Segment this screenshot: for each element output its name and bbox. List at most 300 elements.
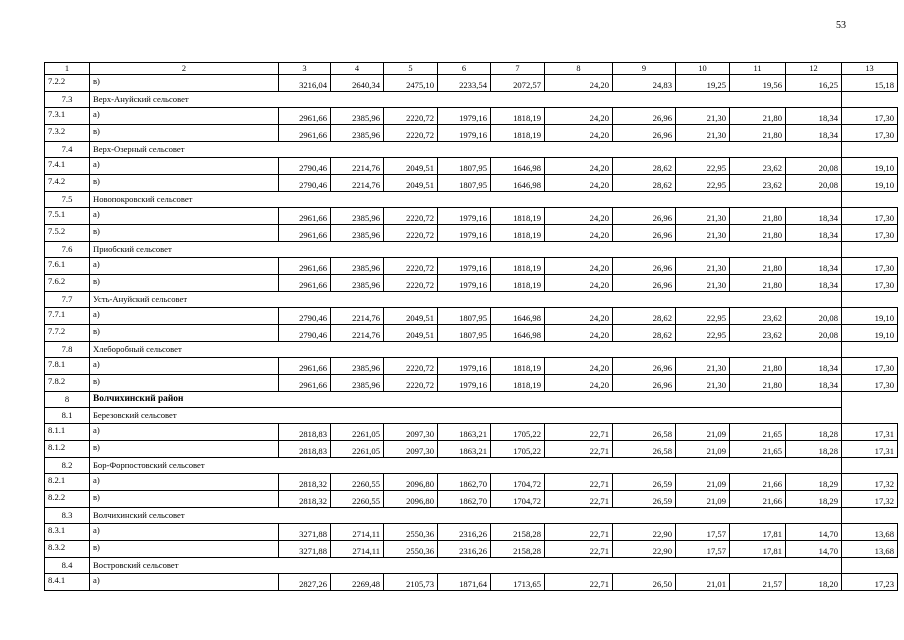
value-cell: 20,08: [786, 308, 842, 325]
value-cell: 22,90: [613, 541, 676, 558]
settlement-heading-row: [45, 92, 898, 108]
value-cell: 17,31: [842, 441, 898, 458]
value-cell: 26,96: [613, 358, 676, 375]
value-cell: 18,28: [786, 441, 842, 458]
row-code: 7.4.2: [45, 175, 90, 192]
value-cell: 28,62: [613, 308, 676, 325]
value-cell: 2790,46: [279, 175, 331, 192]
table-row: [45, 75, 898, 92]
value-cell: 21,65: [730, 424, 786, 441]
table-row: [45, 125, 898, 142]
column-number-cell: 13: [842, 63, 898, 75]
value-cell: 2269,48: [331, 574, 384, 591]
value-cell: 1979,16: [438, 358, 491, 375]
row-code: 7.8: [45, 342, 90, 358]
value-cell: 2220,72: [384, 108, 438, 125]
value-cell: 19,10: [842, 158, 898, 175]
settlement-name: Новопокровский сельсовет: [90, 192, 842, 208]
settlement-name: Хлеборобный сельсовет: [90, 342, 842, 358]
value-cell: 21,80: [730, 275, 786, 292]
row-variant: в): [90, 225, 279, 242]
value-cell: 24,20: [545, 158, 613, 175]
value-cell: 2214,76: [331, 175, 384, 192]
settlement-name: Верх-Озерный сельсовет: [90, 142, 842, 158]
row-code: 7.5.2: [45, 225, 90, 242]
row-code: 8.2: [45, 458, 90, 474]
column-number-cell: 5: [384, 63, 438, 75]
value-cell: 2214,76: [331, 325, 384, 342]
value-cell: 18,20: [786, 574, 842, 591]
row-variant: в): [90, 275, 279, 292]
value-cell: 2220,72: [384, 358, 438, 375]
row-variant: а): [90, 358, 279, 375]
value-cell: 24,20: [545, 358, 613, 375]
value-cell: 2096,80: [384, 474, 438, 491]
table-row: [45, 108, 898, 125]
value-cell: 2961,66: [279, 275, 331, 292]
row-variant: а): [90, 258, 279, 275]
column-number-cell: 10: [676, 63, 730, 75]
row-variant: в): [90, 325, 279, 342]
settlement-name: Приобский сельсовет: [90, 242, 842, 258]
value-cell: 22,71: [545, 441, 613, 458]
value-cell: 26,59: [613, 491, 676, 508]
value-cell: 17,30: [842, 125, 898, 142]
row-variant: в): [90, 125, 279, 142]
row-code: 7.8.2: [45, 375, 90, 392]
value-cell: 20,08: [786, 325, 842, 342]
value-cell: 18,34: [786, 375, 842, 392]
value-cell: 1646,98: [491, 175, 545, 192]
value-cell: 2049,51: [384, 325, 438, 342]
table-row: [45, 424, 898, 441]
row-code: 8.1.2: [45, 441, 90, 458]
row-variant: а): [90, 524, 279, 541]
value-cell: 1807,95: [438, 325, 491, 342]
row-code: 8.3: [45, 508, 90, 524]
row-variant: а): [90, 108, 279, 125]
value-cell: 2049,51: [384, 175, 438, 192]
value-cell: 2260,55: [331, 491, 384, 508]
value-cell: 24,20: [545, 175, 613, 192]
settlement-heading-row: [45, 508, 898, 524]
value-cell: 2261,05: [331, 424, 384, 441]
row-code: 7.3: [45, 92, 90, 108]
row-variant: а): [90, 474, 279, 491]
value-cell: 1818,19: [491, 275, 545, 292]
value-cell: 21,30: [676, 275, 730, 292]
district-name: Волчихинский район: [90, 392, 842, 408]
value-cell: 1862,70: [438, 491, 491, 508]
row-variant: в): [90, 175, 279, 192]
row-code: 8.1: [45, 408, 90, 424]
table-row: [45, 275, 898, 292]
value-cell: 21,65: [730, 441, 786, 458]
value-cell: 20,08: [786, 158, 842, 175]
value-cell: 2097,30: [384, 424, 438, 441]
value-cell: 21,57: [730, 574, 786, 591]
value-cell: 2158,28: [491, 541, 545, 558]
value-cell: 2220,72: [384, 225, 438, 242]
row-code: 8.2.2: [45, 491, 90, 508]
value-cell: 24,20: [545, 275, 613, 292]
value-cell: 19,10: [842, 175, 898, 192]
row-code: 8: [45, 392, 90, 408]
value-cell: 24,83: [613, 75, 676, 92]
value-cell: 26,96: [613, 375, 676, 392]
value-cell: 17,30: [842, 358, 898, 375]
row-code: 8.2.1: [45, 474, 90, 491]
value-cell: 15,18: [842, 75, 898, 92]
value-cell: 21,30: [676, 108, 730, 125]
settlement-heading-row: [45, 342, 898, 358]
value-cell: 17,30: [842, 225, 898, 242]
value-cell: 21,09: [676, 424, 730, 441]
value-cell: 3216,04: [279, 75, 331, 92]
table-row: [45, 208, 898, 225]
value-cell: 23,62: [730, 158, 786, 175]
value-cell: 17,30: [842, 258, 898, 275]
value-cell: 2233,54: [438, 75, 491, 92]
row-code: 8.3.2: [45, 541, 90, 558]
row-variant: в): [90, 75, 279, 92]
value-cell: 2961,66: [279, 375, 331, 392]
value-cell: 24,20: [545, 375, 613, 392]
row-code: 7.5.1: [45, 208, 90, 225]
value-cell: 2818,32: [279, 491, 331, 508]
value-cell: 2790,46: [279, 308, 331, 325]
table-row: [45, 258, 898, 275]
value-cell: 2961,66: [279, 208, 331, 225]
value-cell: 2158,28: [491, 524, 545, 541]
settlement-name: Востровский сельсовет: [90, 558, 842, 574]
value-cell: 17,32: [842, 474, 898, 491]
value-cell: 26,59: [613, 474, 676, 491]
value-cell: 2385,96: [331, 258, 384, 275]
value-cell: 21,30: [676, 208, 730, 225]
row-code: 8.1.1: [45, 424, 90, 441]
value-cell: 18,34: [786, 258, 842, 275]
value-cell: 22,71: [545, 424, 613, 441]
value-cell: 1979,16: [438, 225, 491, 242]
value-cell: 22,95: [676, 175, 730, 192]
row-code: 7.6: [45, 242, 90, 258]
row-code: 7.5: [45, 192, 90, 208]
value-cell: 24,20: [545, 325, 613, 342]
value-cell: 2049,51: [384, 158, 438, 175]
value-cell: 1818,19: [491, 375, 545, 392]
value-cell: 2818,32: [279, 474, 331, 491]
value-cell: 2385,96: [331, 375, 384, 392]
value-cell: 21,09: [676, 441, 730, 458]
value-cell: 22,71: [545, 524, 613, 541]
value-cell: 17,31: [842, 424, 898, 441]
value-cell: 2385,96: [331, 358, 384, 375]
row-variant: в): [90, 541, 279, 558]
value-cell: 1818,19: [491, 258, 545, 275]
value-cell: 1818,19: [491, 358, 545, 375]
value-cell: 1646,98: [491, 308, 545, 325]
value-cell: 1979,16: [438, 275, 491, 292]
value-cell: 1818,19: [491, 225, 545, 242]
value-cell: 2475,10: [384, 75, 438, 92]
value-cell: 24,20: [545, 258, 613, 275]
value-cell: 22,71: [545, 574, 613, 591]
value-cell: 22,95: [676, 158, 730, 175]
settlement-name: Волчихинский сельсовет: [90, 508, 842, 524]
value-cell: 2961,66: [279, 125, 331, 142]
row-variant: в): [90, 375, 279, 392]
value-cell: 2220,72: [384, 258, 438, 275]
value-cell: 2714,11: [331, 524, 384, 541]
row-code: 8.3.1: [45, 524, 90, 541]
value-cell: 19,25: [676, 75, 730, 92]
value-cell: 24,20: [545, 208, 613, 225]
value-cell: 17,57: [676, 524, 730, 541]
value-cell: 2049,51: [384, 308, 438, 325]
value-cell: 2550,36: [384, 541, 438, 558]
settlement-heading-row: [45, 458, 898, 474]
value-cell: 17,81: [730, 541, 786, 558]
district-heading-row: [45, 392, 898, 408]
value-cell: 1863,21: [438, 424, 491, 441]
settlement-heading-row: [45, 292, 898, 308]
value-cell: 1863,21: [438, 441, 491, 458]
value-cell: 13,68: [842, 541, 898, 558]
column-number-cell: 7: [491, 63, 545, 75]
value-cell: 2827,26: [279, 574, 331, 591]
row-code: 8.4: [45, 558, 90, 574]
value-cell: 26,58: [613, 424, 676, 441]
column-number-cell: 11: [730, 63, 786, 75]
value-cell: 21,01: [676, 574, 730, 591]
table-row: [45, 358, 898, 375]
table-row: [45, 524, 898, 541]
row-code: 7.7.2: [45, 325, 90, 342]
row-code: 7.7.1: [45, 308, 90, 325]
value-cell: 21,66: [730, 474, 786, 491]
value-cell: 24,20: [545, 108, 613, 125]
value-cell: 2550,36: [384, 524, 438, 541]
value-cell: 18,34: [786, 225, 842, 242]
column-number-cell: 2: [90, 63, 279, 75]
table-body: [45, 63, 898, 591]
tariff-table: [44, 62, 898, 591]
value-cell: 1705,22: [491, 441, 545, 458]
value-cell: 2260,55: [331, 474, 384, 491]
value-cell: 21,09: [676, 491, 730, 508]
value-cell: 21,80: [730, 108, 786, 125]
value-cell: 13,68: [842, 524, 898, 541]
settlement-heading-row: [45, 558, 898, 574]
value-cell: 18,28: [786, 424, 842, 441]
settlement-name: Бор-Форпостовский сельсовет: [90, 458, 842, 474]
value-cell: 17,30: [842, 375, 898, 392]
value-cell: 2220,72: [384, 208, 438, 225]
row-code: 7.4.1: [45, 158, 90, 175]
value-cell: 2072,57: [491, 75, 545, 92]
value-cell: 3271,88: [279, 541, 331, 558]
value-cell: 2961,66: [279, 258, 331, 275]
value-cell: 24,20: [545, 75, 613, 92]
value-cell: 26,96: [613, 225, 676, 242]
value-cell: 2961,66: [279, 225, 331, 242]
value-cell: 17,30: [842, 275, 898, 292]
value-cell: 24,20: [545, 225, 613, 242]
value-cell: 17,32: [842, 491, 898, 508]
value-cell: 1871,64: [438, 574, 491, 591]
value-cell: 26,96: [613, 208, 676, 225]
row-code: 7.7: [45, 292, 90, 308]
value-cell: 19,56: [730, 75, 786, 92]
table-row: [45, 441, 898, 458]
value-cell: 21,80: [730, 125, 786, 142]
row-variant: а): [90, 308, 279, 325]
value-cell: 22,71: [545, 541, 613, 558]
value-cell: 17,57: [676, 541, 730, 558]
value-cell: 22,95: [676, 325, 730, 342]
row-code: 7.6.2: [45, 275, 90, 292]
value-cell: 1807,95: [438, 175, 491, 192]
column-number-cell: 8: [545, 63, 613, 75]
row-variant: в): [90, 491, 279, 508]
table-row: [45, 308, 898, 325]
value-cell: 2316,26: [438, 541, 491, 558]
value-cell: 1646,98: [491, 325, 545, 342]
value-cell: 28,62: [613, 175, 676, 192]
value-cell: 1979,16: [438, 125, 491, 142]
value-cell: 2105,73: [384, 574, 438, 591]
value-cell: 21,66: [730, 491, 786, 508]
value-cell: 17,30: [842, 208, 898, 225]
value-cell: 23,62: [730, 175, 786, 192]
value-cell: 1818,19: [491, 125, 545, 142]
settlement-heading-row: [45, 142, 898, 158]
value-cell: 3271,88: [279, 524, 331, 541]
value-cell: 26,96: [613, 125, 676, 142]
value-cell: 2214,76: [331, 308, 384, 325]
value-cell: 2220,72: [384, 275, 438, 292]
value-cell: 1713,65: [491, 574, 545, 591]
table-row: [45, 541, 898, 558]
value-cell: 26,96: [613, 275, 676, 292]
value-cell: 21,80: [730, 258, 786, 275]
value-cell: 18,34: [786, 208, 842, 225]
value-cell: 18,29: [786, 474, 842, 491]
table-row: [45, 574, 898, 591]
value-cell: 14,70: [786, 541, 842, 558]
value-cell: 21,30: [676, 125, 730, 142]
settlement-name: Березовский сельсовет: [90, 408, 842, 424]
value-cell: 1979,16: [438, 208, 491, 225]
row-code: 7.3.1: [45, 108, 90, 125]
value-cell: 18,34: [786, 275, 842, 292]
value-cell: 24,20: [545, 125, 613, 142]
settlement-heading-row: [45, 408, 898, 424]
value-cell: 1646,98: [491, 158, 545, 175]
value-cell: 1704,72: [491, 491, 545, 508]
table-row: [45, 175, 898, 192]
value-cell: 1862,70: [438, 474, 491, 491]
value-cell: 21,80: [730, 208, 786, 225]
value-cell: 2220,72: [384, 375, 438, 392]
value-cell: 21,30: [676, 375, 730, 392]
settlement-heading-row: [45, 192, 898, 208]
value-cell: 2790,46: [279, 325, 331, 342]
value-cell: 23,62: [730, 325, 786, 342]
row-code: 7.6.1: [45, 258, 90, 275]
value-cell: 26,96: [613, 108, 676, 125]
value-cell: 17,81: [730, 524, 786, 541]
row-code: 7.4: [45, 142, 90, 158]
value-cell: 2385,96: [331, 208, 384, 225]
value-cell: 24,20: [545, 308, 613, 325]
value-cell: 18,34: [786, 358, 842, 375]
value-cell: 2385,96: [331, 125, 384, 142]
value-cell: 22,95: [676, 308, 730, 325]
column-number-cell: 1: [45, 63, 90, 75]
value-cell: 14,70: [786, 524, 842, 541]
column-number-cell: 12: [786, 63, 842, 75]
page-number: 53: [836, 20, 846, 31]
value-cell: 21,30: [676, 225, 730, 242]
value-cell: 19,10: [842, 325, 898, 342]
column-number-cell: 6: [438, 63, 491, 75]
value-cell: 1979,16: [438, 108, 491, 125]
column-number-cell: 9: [613, 63, 676, 75]
value-cell: 28,62: [613, 158, 676, 175]
value-cell: 19,10: [842, 308, 898, 325]
value-cell: 2790,46: [279, 158, 331, 175]
value-cell: 1704,72: [491, 474, 545, 491]
column-number-row: [45, 63, 898, 75]
value-cell: 18,29: [786, 491, 842, 508]
value-cell: 18,34: [786, 125, 842, 142]
value-cell: 21,30: [676, 358, 730, 375]
column-number-cell: 3: [279, 63, 331, 75]
value-cell: 1807,95: [438, 158, 491, 175]
value-cell: 2316,26: [438, 524, 491, 541]
value-cell: 1979,16: [438, 375, 491, 392]
value-cell: 1807,95: [438, 308, 491, 325]
settlement-name: Верх-Ануйский сельсовет: [90, 92, 842, 108]
row-code: 8.4.1: [45, 574, 90, 591]
value-cell: 21,30: [676, 258, 730, 275]
table-row: [45, 491, 898, 508]
value-cell: 1979,16: [438, 258, 491, 275]
settlement-name: Усть-Ануйский сельсовет: [90, 292, 842, 308]
row-code: 7.8.1: [45, 358, 90, 375]
value-cell: 18,34: [786, 108, 842, 125]
table-row: [45, 375, 898, 392]
value-cell: 2097,30: [384, 441, 438, 458]
row-variant: а): [90, 208, 279, 225]
value-cell: 22,71: [545, 474, 613, 491]
value-cell: 21,80: [730, 358, 786, 375]
table-row: [45, 325, 898, 342]
column-number-cell: 4: [331, 63, 384, 75]
value-cell: 1818,19: [491, 108, 545, 125]
value-cell: 23,62: [730, 308, 786, 325]
value-cell: 2818,83: [279, 441, 331, 458]
value-cell: 21,80: [730, 375, 786, 392]
value-cell: 2385,96: [331, 275, 384, 292]
row-code: 7.2.2: [45, 75, 90, 92]
value-cell: 28,62: [613, 325, 676, 342]
value-cell: 2214,76: [331, 158, 384, 175]
value-cell: 2961,66: [279, 358, 331, 375]
row-variant: а): [90, 158, 279, 175]
